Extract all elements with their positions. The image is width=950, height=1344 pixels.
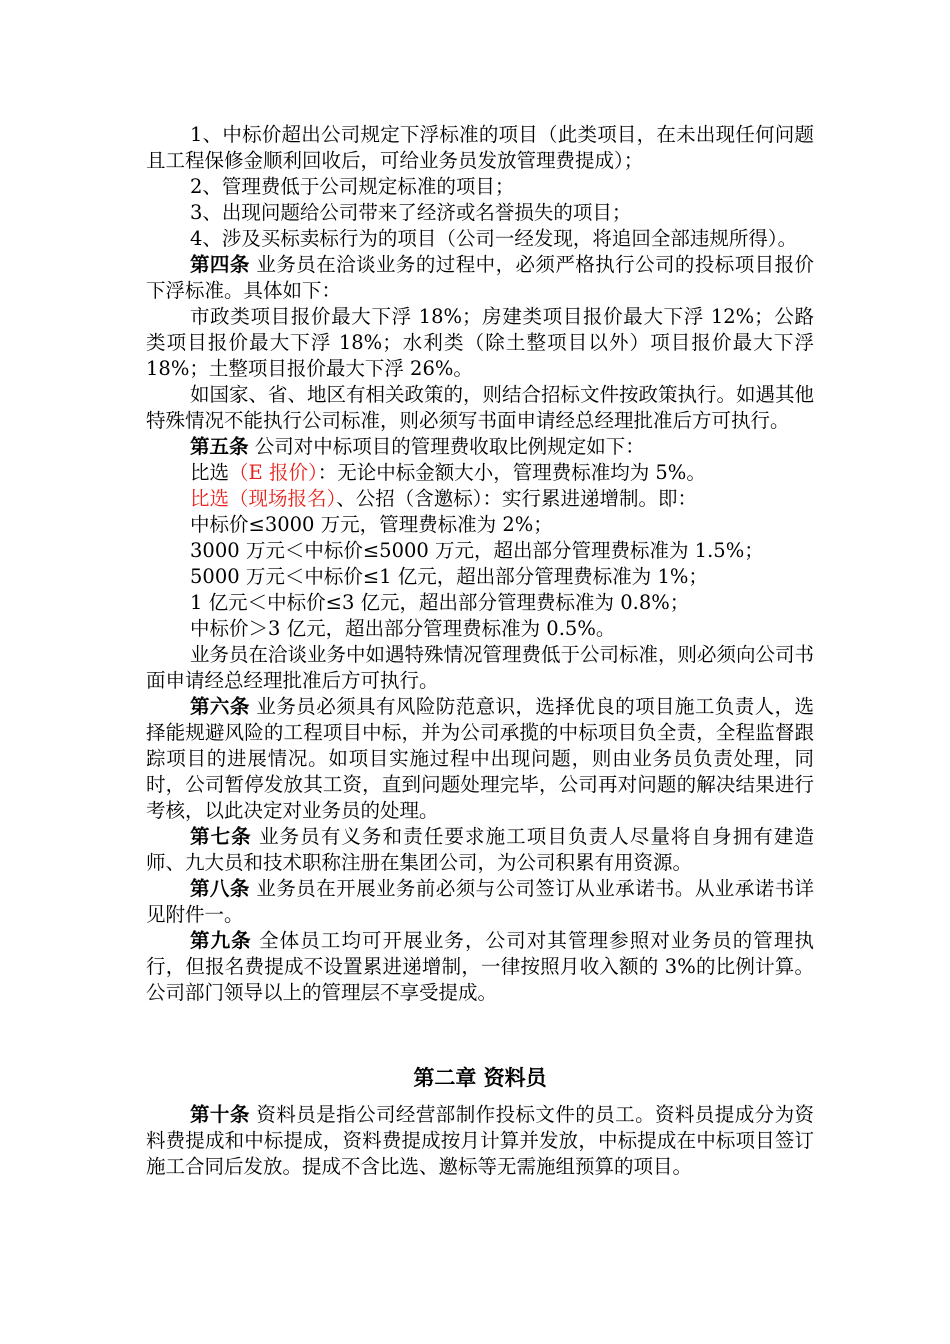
article-10 [146,1102,814,1180]
article-text: 业务员在开展业务前必须与公司签订从业承诺书。从业承诺书详见附件一。 [146,877,814,926]
article-5-e-quote [146,460,814,486]
article-text: 业务员在洽谈业务的过程中，必须严格执行公司的投标项目报价下浮标准。具体如下： [146,253,814,302]
article-9 [146,928,814,1006]
document-page [146,122,814,1180]
article-title: 第十条 [190,1103,250,1126]
list-item: 2、管理费低于公司规定标准的项目； [190,175,515,198]
fee-tier: 1 亿元＜中标价≤3 亿元，超出部分管理费标准为 0.8%； [190,591,690,614]
article-7 [146,824,814,876]
article-4 [146,252,814,304]
highlight-text: （E 报价） [229,461,318,484]
article-title: 第四条 [190,253,250,276]
fee-tier: 3000 万元＜中标价≤5000 万元，超出部分管理费标准为 1.5%； [190,539,764,562]
article-text: 全体员工均可开展业务，公司对其管理参照对业务员的管理执行，但报名费提成不设置累进递增制，一律按照月收入额的 3%的比例计算。公司部门领导以上的管理层不享受提成。 [146,929,814,1004]
text-span: 比选 [190,461,230,484]
list-item: 3、出现问题给公司带来了经济或名誉损失的项目； [190,201,632,224]
list-item: 1、中标价超出公司规定下浮标准的项目（此类项目，在未出现任何问题且工程保修金顺利回收后，可给业务员发放管理费提成）； [146,123,814,172]
article-5 [146,434,814,460]
article-text: 业务员有义务和责任要求施工项目负责人尽量将自身拥有建造师、九大员和技术职称注册在集团公司，为公司积累有用资源。 [146,825,814,874]
article-title: 第九条 [190,929,252,952]
fee-tier: 中标价≤3000 万元，管理费标准为 2%； [190,513,553,536]
article-6 [146,694,814,824]
highlight-text: 比选（现场报名） [190,487,337,510]
article-8 [146,876,814,928]
article-text: 业务员必须具有风险防范意识，选择优良的项目施工负责人，选择能规避风险的工程项目中标，并为公司承揽的中标项目负全责，全程监督跟踪项目的进展情况。如项目实施过程中出现问题，则由业务员负责处理，同时，公司暂停发放其工资，直到问题处理完毕，公司再对问题的解决结果进行考核，以此决定对业务员的处理。 [146,695,814,822]
fee-tier: 中标价＞3 亿元，超出部分管理费标准为 0.5%。 [190,617,616,640]
article-text: 资料员是指公司经营部制作投标文件的员工。资料员提成分为资料费提成和中标提成，资料费提成按月计算并发放，中标提成在中标项目签订施工合同后发放。提成不含比选、邀标等无需施组预算的项目。 [146,1103,814,1178]
fee-tier: 5000 万元＜中标价≤1 亿元，超出部分管理费标准为 1%； [190,565,708,588]
article-title: 第八条 [190,877,250,900]
article-5-special: 业务员在洽谈业务中如遇特殊情况管理费低于公司标准，则必须向公司书面申请经总经理批准后方可执行。 [146,643,815,692]
article-title: 第七条 [190,825,252,848]
article-title: 第六条 [190,695,250,718]
article-title: 第五条 [190,435,249,458]
article-5-onsite [146,486,814,512]
article-4-rates: 市政类项目报价最大下浮 18%；房建类项目报价最大下浮 12%；公路类项目报价最大下浮 18%；水利类（除土整项目以外）项目报价最大下浮 18%；土整项目报价最大下浮 26%。 [146,305,814,380]
article-text: 公司对中标项目的管理费收取比例规定如下： [248,435,645,458]
list-item: 4、涉及买标卖标行为的项目（公司一经发现，将追回全部违规所得）。 [190,227,798,250]
text-span: ：无论中标金额大小，管理费标准均为 5%。 [317,461,706,484]
chapter-heading: 第二章 资料员 [413,1065,547,1090]
article-4-policy: 如国家、省、地区有相关政策的，则结合招标文件按政策执行。如遇其他特殊情况不能执行公司标准，则必须写书面申请经总经理批准后方可执行。 [146,383,815,432]
text-span: 、公招（含邀标）：实行累进递增制。即： [336,487,698,510]
